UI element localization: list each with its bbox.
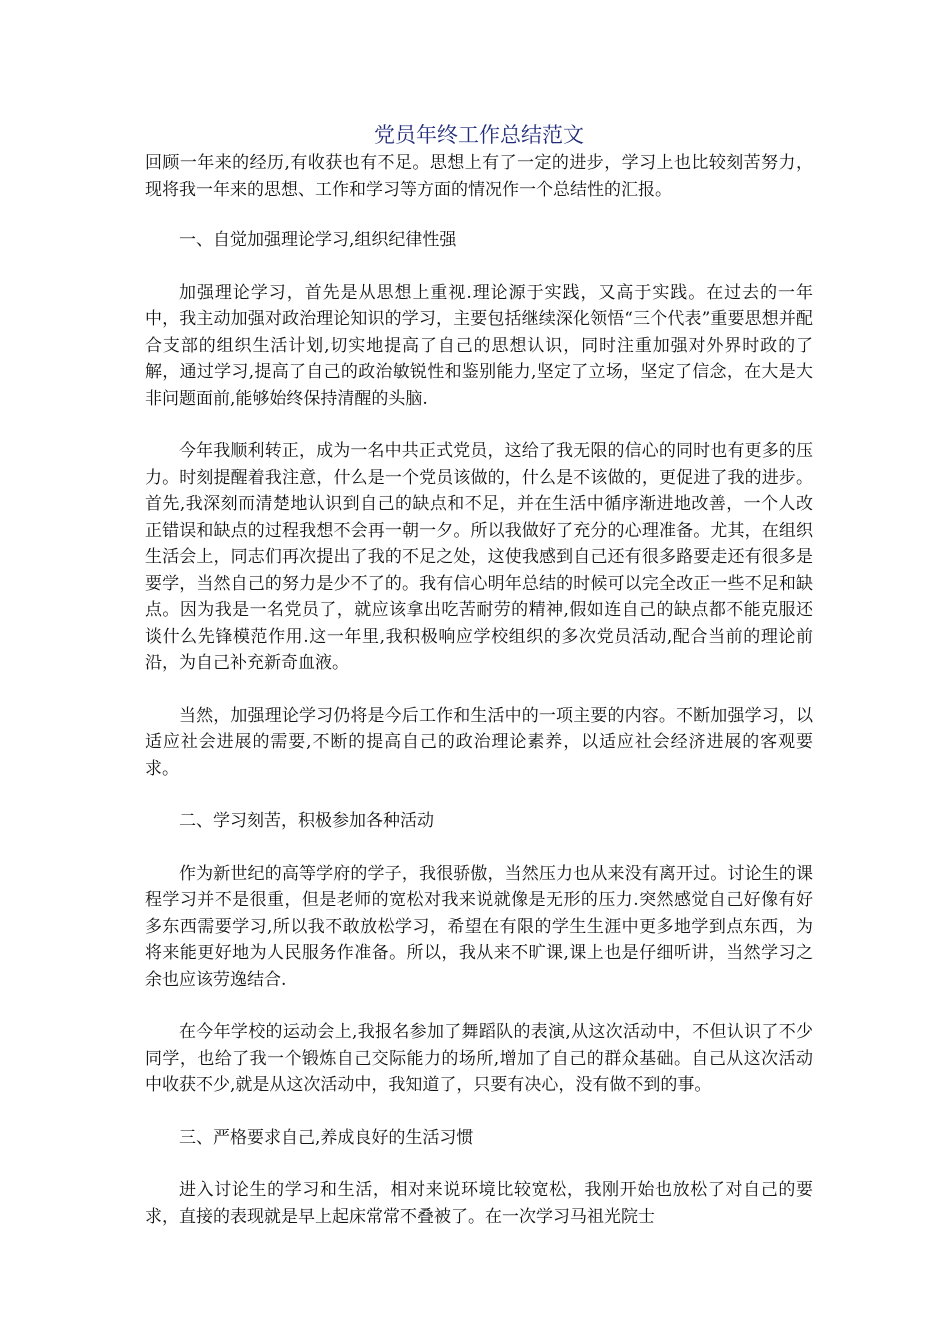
document-title: 党员年终工作总结范文 [374,123,584,147]
section-3-paragraph-1: 进入讨论生的学习和生活，相对来说环境比较宽松，我刚开始也放松了对自己的要求，直接的表现就是早上起床常常不叠被了。在一次学习马祖光院士 [145,1180,813,1227]
section-1-paragraph-1: 加强理论学习，首先是从思想上重视.理论源于实践，又高于实践。在过去的一年中，我主动加强对政治理论知识的学习，主要包括继续深化领悟“三个代表”重要思想并配合支部的组织生活计划,切实地提高了自己的思想认识，同时注重加强对外界时政的了解，通过学习,提高了自己的政治敏锐性和鉴别能力,坚定了立场，坚定了信念，在大是大非问题面前,能够始终保持清醒的头脑. [145,282,813,409]
section-3-heading: 三、严格要求自己,养成良好的生活习惯 [179,1127,474,1148]
section-2-heading: 二、学习刻苦，积极参加各种活动 [179,811,434,831]
section-2-paragraph-2: 在今年学校的运动会上,我报名参加了舞蹈队的表演,从这次活动中，不但认识了不少同学，也给了我一个锻炼自己交际能力的场所,增加了自己的群众基础。自己从这次活动中收获不少,就是从这次活动中，我知道了，只要有决心，没有做不到的事。 [145,1022,813,1095]
section-1-heading: 一、自觉加强理论学习,组织纪律性强 [179,230,457,250]
document-body [145,120,813,1230]
intro-paragraph: 回顾一年来的经历,有收获也有不足。思想上有了一定的进步，学习上也比较刻苦努力，现将我一年来的思想、工作和学习等方面的情况作一个总结性的汇报。 [145,153,813,200]
section-1-paragraph-3: 当然，加强理论学习仍将是今后工作和生活中的一项主要的内容。不断加强学习，以适应社会进展的需要,不断的提高自己的政治理论素养，以适应社会经济进展的客观要求。 [145,705,813,779]
section-1-paragraph-2: 今年我顺利转正，成为一名中共正式党员，这给了我无限的信心的同时也有更多的压力。时刻提醒着我注意，什么是一个党员该做的，什么是不该做的，更促进了我的进步。首先,我深刻而清楚地认识到自己的缺点和不足，并在生活中循序渐进地改善，一个人改正错误和缺点的过程我想不会再一朝一夕。所以我做好了充分的心理准备。尤其，在组织生活会上，同志们再次提出了我的不足之处，这使我感到自己还有很多路要走还有很多是要学，当然自己的努力是少不了的。我有信心明年总结的时候可以完全改正一些不足和缺点。因为我是一名党员了，就应该拿出吃苦耐劳的精神,假如连自己的缺点都不能克服还谈什么先锋模范作用.这一年里,我积极响应学校组织的多次党员活动,配合当前的理论前沿，为自己补充新奇血液。 [145,441,813,673]
section-2-paragraph-1: 作为新世纪的高等学府的学子，我很骄傲，当然压力也从来没有离开过。讨论生的课程学习并不是很重，但是老师的宽松对我来说就像是无形的压力.突然感觉自己好像有好多东西需要学习,所以我不敢放松学习，希望在有限的学生生涯中更多地学到点东西，为将来能更好地为人民服务作准备。所以，我从来不旷课,课上也是仔细听讲，当然学习之余也应该劳逸结合. [145,863,813,990]
